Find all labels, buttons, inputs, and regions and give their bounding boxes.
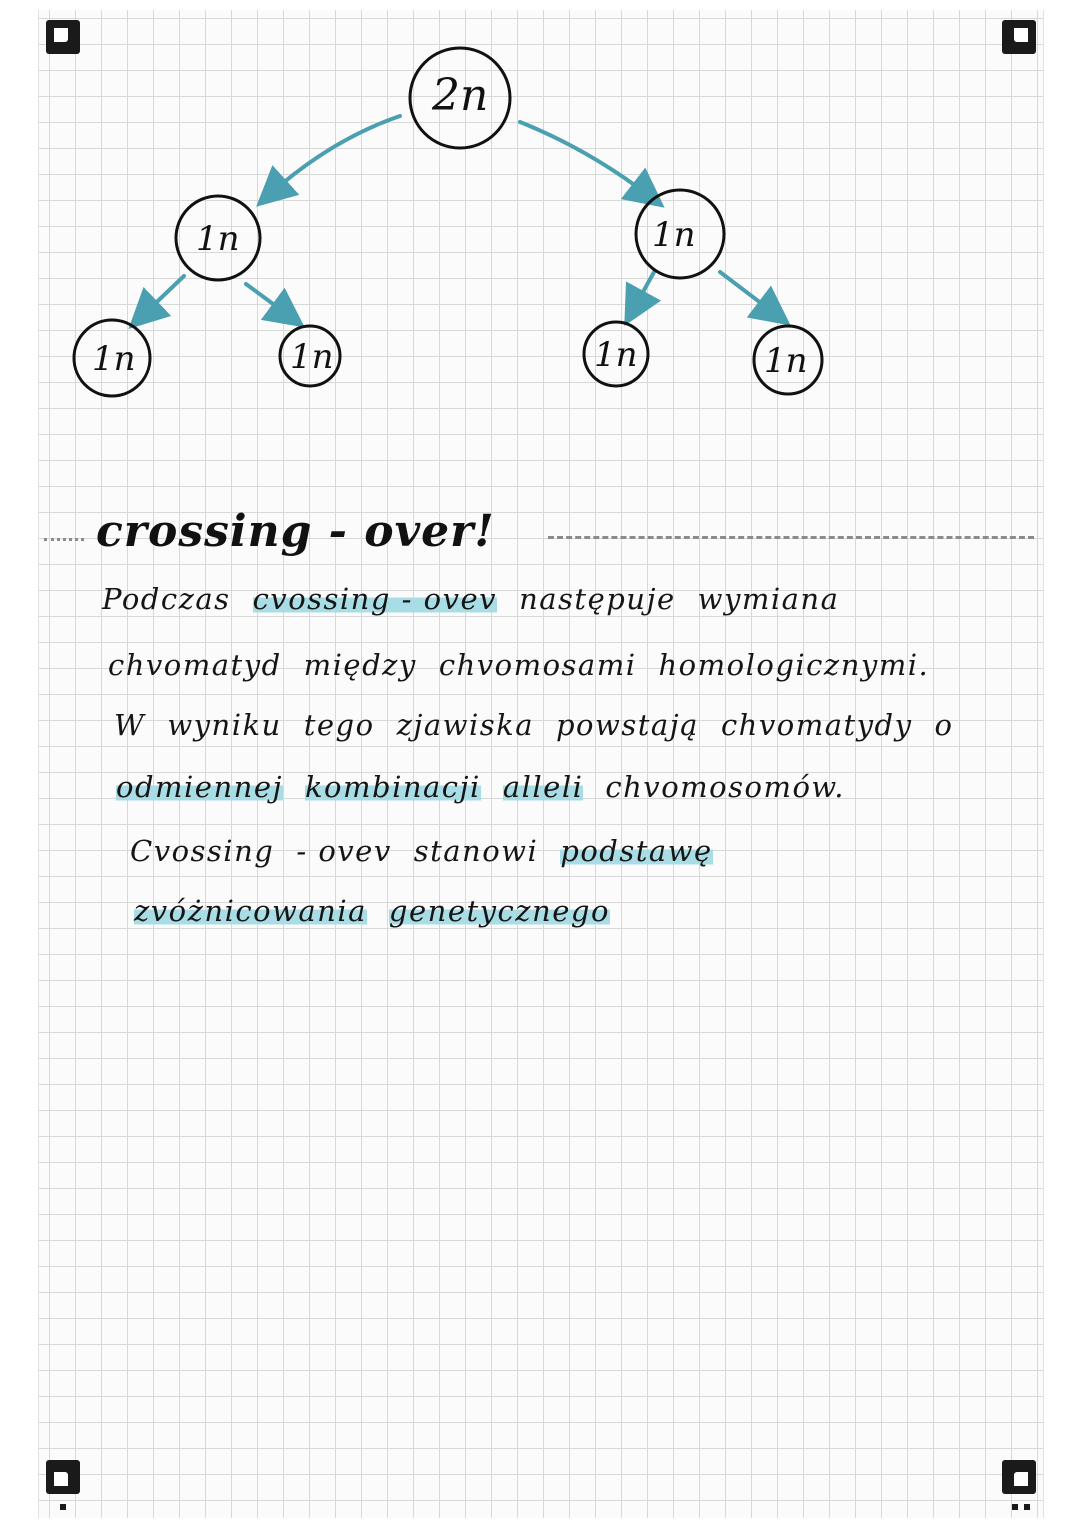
arrow-right-right <box>720 272 778 316</box>
arrow-root-right <box>520 122 652 198</box>
highlighted-term: kombinacji <box>304 770 481 804</box>
word: Cvossing <box>130 834 275 868</box>
word: Podczas <box>102 582 231 616</box>
word: W <box>114 708 146 742</box>
word: stanowi <box>413 834 539 868</box>
node-root-label: 2n <box>432 70 489 121</box>
node-l2-4-label: 1n <box>764 341 808 381</box>
highlighted-term: podstawę <box>560 834 713 868</box>
scan-tick <box>1012 1504 1018 1510</box>
word: następuje <box>519 582 676 616</box>
word: wyniku <box>167 708 282 742</box>
word: tego <box>303 708 375 742</box>
node-l1-left-label: 1n <box>196 219 240 259</box>
note-line-2 <box>108 648 951 682</box>
word: - ovev <box>296 834 392 868</box>
word: chvomatyd <box>108 648 282 682</box>
note-line-3 <box>114 708 975 742</box>
word: między <box>303 648 417 682</box>
word: o <box>934 708 954 742</box>
scan-tick <box>1024 1504 1030 1510</box>
note-line-4 <box>116 770 867 804</box>
word: wymiana <box>697 582 840 616</box>
highlighted-term: odmiennej <box>116 770 283 804</box>
note-line-6 <box>134 894 632 928</box>
highlighted-term: cvossing - ovev <box>252 582 498 616</box>
scan-marker-bottom-left <box>46 1460 80 1494</box>
highlighted-term: zvóżnicowania <box>134 894 367 928</box>
highlighted-term: genetycznego <box>388 894 610 928</box>
node-l2-1-label: 1n <box>92 339 136 379</box>
word: powstają <box>555 708 699 742</box>
scan-marker-bottom-right <box>1002 1460 1036 1494</box>
highlighted-term: alleli <box>502 770 584 804</box>
note-line-5 <box>130 834 735 868</box>
word: zjawiska <box>396 708 534 742</box>
scan-tick <box>60 1504 66 1510</box>
note-line-1 <box>102 582 861 616</box>
meiosis-tree-diagram <box>0 0 1080 440</box>
node-l1-right-label: 1n <box>652 215 696 255</box>
word: chvomosomów. <box>605 770 846 804</box>
word: chvomosami <box>438 648 637 682</box>
note-heading: crossing - over! <box>96 506 495 557</box>
arrow-left-left <box>140 276 184 318</box>
arrow-right-left <box>632 272 654 312</box>
arrow-left-right <box>246 284 292 318</box>
node-l2-2-label: 1n <box>290 337 334 377</box>
word: chvomatydy <box>720 708 913 742</box>
heading-leader-dots <box>44 538 84 541</box>
node-l2-3-label: 1n <box>594 335 638 375</box>
arrow-root-left <box>268 116 400 196</box>
word: homologicznymi. <box>658 648 930 682</box>
heading-dashed-rule <box>548 536 1034 539</box>
